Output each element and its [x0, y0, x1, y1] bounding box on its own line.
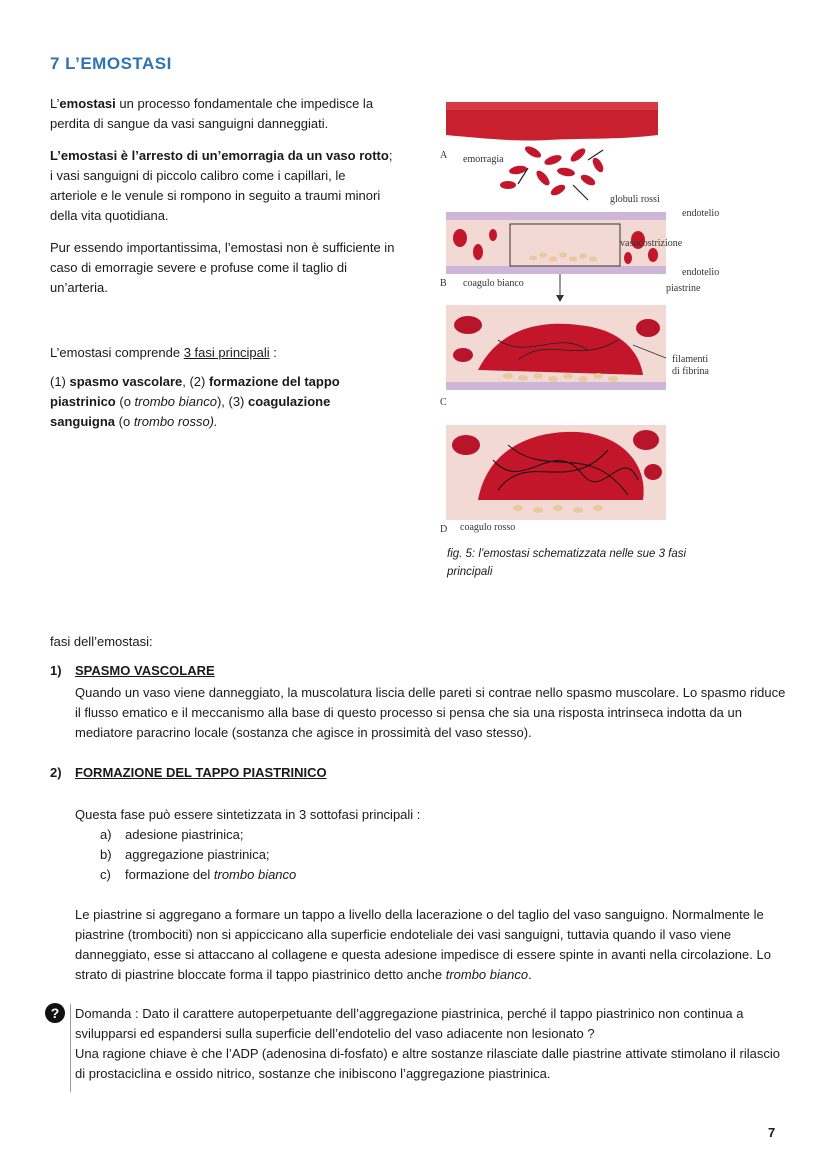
intro-paragraph-1: L’emostasi un processo fondamentale che impedisce la perdita di sangue da vasi sanguigni danneggiati. [50, 96, 374, 131]
page-title: 7 L’EMOSTASI [50, 54, 172, 73]
label-filamenti-2: di fibrina [672, 366, 709, 377]
intro-paragraph-2: L’emostasi è l’arresto di un’emorragia da un vaso rotto; i vasi sanguigni di piccolo calibro come i capillari, le arteriole e le venule si rompono in seguito a traumi minori della vita quotidiana. [50, 148, 393, 223]
figure-label-b: B [440, 278, 447, 289]
page-number: 7 [768, 1125, 776, 1140]
subphase-c: c) formazione del trombo bianco [100, 867, 297, 882]
phase-2-heading: 2) FORMAZIONE DEL TAPPO PIASTRINICO [50, 765, 327, 780]
intro-paragraph-3: Pur essendo importantissima, l’emostasi non è sufficiente in caso di emorragie severe e profuse come il taglio di un’arteria. [50, 240, 395, 295]
label-filamenti-1: filamenti [672, 354, 709, 365]
intro-paragraph-4: L’emostasi comprende 3 fasi principali : [50, 345, 277, 360]
phase-2-paragraph: Le piastrine si aggregano a formare un tappo a livello della lacerazione o del taglio del vaso sanguigno. Normalmente le piastrine (trombociti) non si appiccicano alla superficie endoteliale dei vasi sanguigni, tuttavia quando il vaso viene danneggiato, esse si attaccano al collagene e questa adesione impedisce di essere spinte in avanti nella circolazione. Lo strato di piastrine bloccate forma il tappo piastrinico detto anche trombo bianco. [75, 907, 771, 982]
question-bar [70, 1004, 71, 1092]
figure-caption: fig. 5: l’emostasi schematizzata nelle sue 3 fasi principali [447, 548, 687, 578]
intro-paragraph-5: (1) spasmo vascolare, (2) formazione del tappo piastrinico (o trombo bianco), (3) coagulazione sanguigna (o trombo rosso). [50, 374, 340, 429]
label-endotelio-1: endotelio [682, 208, 720, 219]
figure-label-d: D [440, 524, 448, 535]
red-cells-a [500, 144, 605, 197]
label-globuli-rossi: globuli rossi [610, 194, 660, 205]
label-coagulo-bianco: coagulo bianco [463, 278, 524, 289]
answer-text: Una ragione chiave è che l’ADP (adenosina di-fosfato) e altre sostanze rilasciate dalle piastrine attivate stimolano il rilascio di prostaciclina e ossido nitrico, sostanze che inibiscono l’aggregazione piastrinica. [75, 1046, 781, 1081]
question-icon: ? [45, 1003, 65, 1023]
question-box [75, 1004, 790, 1084]
phase-1-heading: 1) SPASMO VASCOLARE [50, 663, 215, 678]
label-endotelio-2: endotelio [682, 267, 720, 278]
figure-label-c: C [440, 397, 447, 408]
phase-1-text: Quando un vaso viene danneggiato, la muscolatura liscia delle pareti si contrae nello spasmo muscolare. Lo spasmo riduce il flusso ematico e il meccanismo alla base di questo processo si pensa che sia una risposta intrinseca indotta da un mediatore paracrino locale (sostanza che agisce in prossimità del vaso stesso). [75, 685, 786, 740]
question-text: Domanda : Dato il carattere autoperpetuante dell’aggregazione piastrinica, perché il tappo piastrinico non continua a svilupparsi ed espandersi sulla superficie dell’endotelio del vaso adiacente non lesionato ? [75, 1006, 744, 1041]
figure-label-a: A [440, 150, 448, 161]
subphase-b: b) aggregazione piastrinica; [100, 847, 270, 862]
label-vasocostrizione: vasocostrizione [620, 238, 683, 249]
hemostasis-figure [438, 100, 738, 540]
phase-2-intro: Questa fase può essere sintetizzata in 3 sottofasi principali : [75, 807, 421, 822]
label-emorragia: emorragia [463, 154, 504, 165]
phases-intro: fasi dell’emostasi: [50, 634, 153, 649]
label-coagulo-rosso: coagulo rosso [460, 522, 516, 533]
subphase-a: a) adesione piastrinica; [100, 827, 244, 842]
label-piastrine: piastrine [666, 283, 701, 294]
